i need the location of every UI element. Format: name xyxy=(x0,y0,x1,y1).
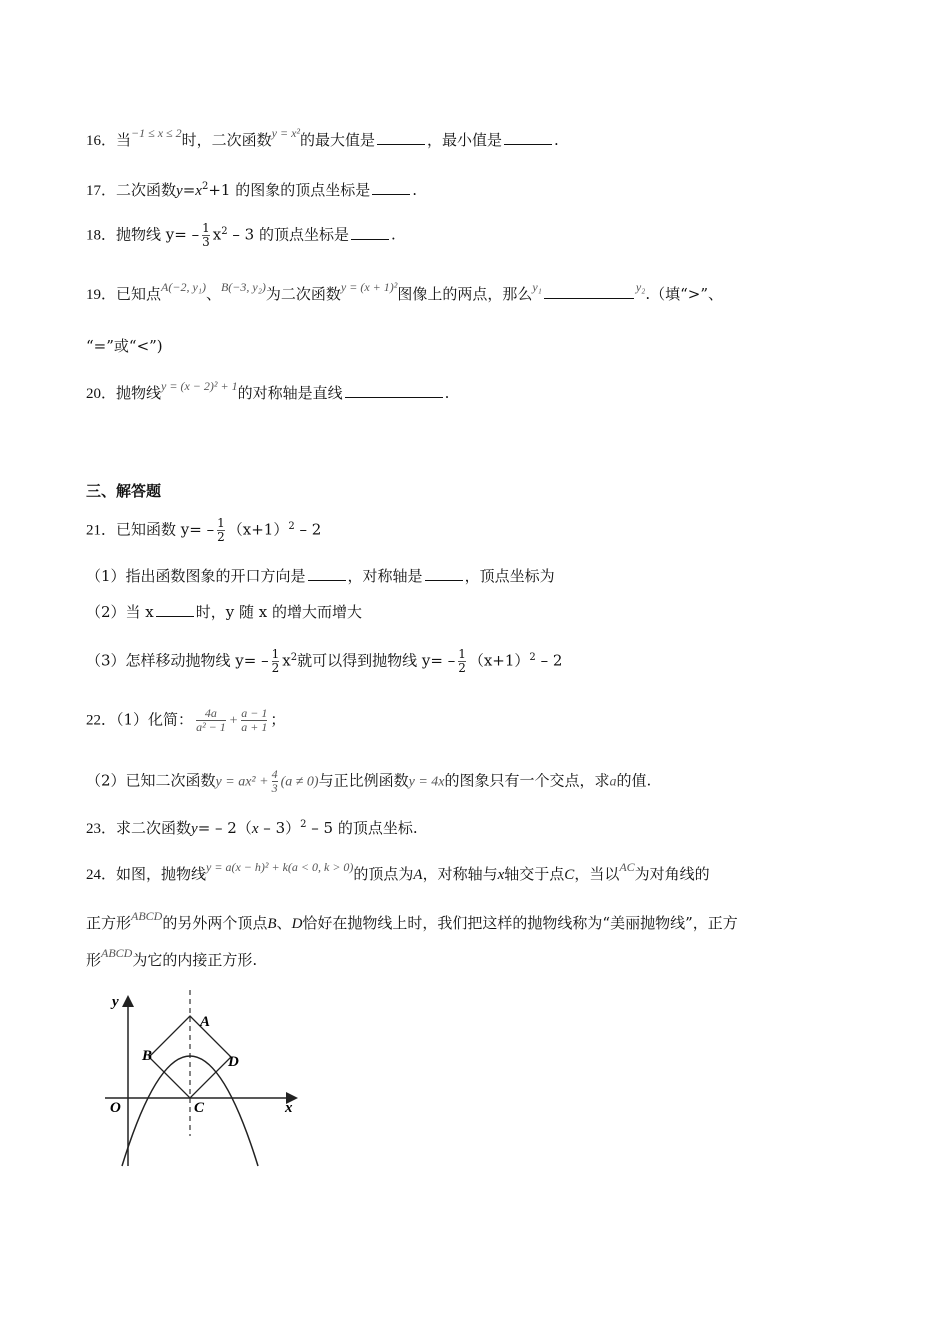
label-y: y xyxy=(112,994,119,1010)
q17-text4: . xyxy=(412,181,417,199)
q21-p3-frac1-den: 2 xyxy=(271,661,280,675)
q18-exp: 2 xyxy=(221,225,228,237)
q17-number: 17． xyxy=(86,183,117,199)
q21-p3-fraction1 xyxy=(272,648,280,675)
q16-text3: 的最大值是 xyxy=(300,131,376,149)
q21-fraction xyxy=(217,517,225,544)
q17-eq: = xyxy=(182,181,196,199)
q17-var-y: y xyxy=(176,183,183,199)
q20-text3: . xyxy=(444,384,450,402)
q21-p3a: （3）怎样移动抛物线 y= – xyxy=(86,651,269,670)
q24-text4: 轴交于点 xyxy=(504,865,565,883)
question-23 xyxy=(86,818,418,841)
question-19-cont xyxy=(86,336,163,356)
q23-exp: 2 xyxy=(300,819,307,830)
q21-blank1[interactable] xyxy=(308,566,346,581)
question-24 xyxy=(86,860,710,885)
q23-text4: – 5 的顶点坐标. xyxy=(306,819,418,837)
q19-text5: .（填“>”、 xyxy=(645,285,724,303)
q19-y2: y₂ xyxy=(635,280,646,294)
q16-text4: ，最小值是 xyxy=(427,131,503,149)
q16-blank1[interactable] xyxy=(377,130,425,145)
q21-p1a: （1）指出函数图象的开口方向是 xyxy=(86,567,306,585)
q19-text6: “=”或“<”) xyxy=(86,337,163,355)
q24-l2d: 恰好在抛物线上时，我们把这样的抛物线称为“美丽抛物线”，正方 xyxy=(302,914,738,932)
q21-exp: 2 xyxy=(288,520,295,532)
q17-exp: 2 xyxy=(201,181,209,192)
q21-p3e: – 2 xyxy=(535,651,563,670)
question-22 xyxy=(86,707,285,734)
q21-text1: 已知函数 y= – xyxy=(116,520,215,539)
q22-fraction2 xyxy=(241,707,267,734)
q24-text1: 如图，抛物线 xyxy=(116,865,207,883)
q18-text3: – 3 的顶点坐标是 xyxy=(227,225,349,244)
q24-line3 xyxy=(86,946,258,971)
q18-text1: 抛物线 y= – xyxy=(116,225,200,244)
q21-p3-exp1: 2 xyxy=(290,651,298,663)
q22-math1: y = ax² + xyxy=(215,774,269,790)
q22-f2-num: a − 1 xyxy=(241,706,268,720)
q21-part3 xyxy=(86,648,562,675)
q21-frac-den: 2 xyxy=(217,530,225,544)
q19-point-b: B(−3, y₂) xyxy=(220,280,266,294)
q21-p3d: （x+1） xyxy=(468,651,530,670)
label-d: D xyxy=(228,1054,239,1070)
q22-math2: (a ≠ 0) xyxy=(280,774,319,790)
q21-p1b: ，对称轴是 xyxy=(347,567,423,585)
q19-text4: 图像上的两点，那么 xyxy=(397,285,533,303)
q18-frac-den: 3 xyxy=(202,235,210,249)
q16-blank2[interactable] xyxy=(504,130,552,145)
q22-fraction1 xyxy=(196,707,226,734)
q24-l2a: 正方形 xyxy=(86,914,132,932)
q24-l3-abcd: ABCD xyxy=(101,946,133,960)
q22-plus: + xyxy=(228,713,239,729)
q20-text1: 抛物线 xyxy=(116,384,162,402)
q17-text1: 二次函数 xyxy=(116,181,177,199)
q24-l2-d: D xyxy=(291,916,303,932)
q24-function: y = a(x − h)² + k(a < 0, k > 0) xyxy=(206,860,354,874)
q21-p3-fraction2 xyxy=(458,648,466,675)
q22-f3-den: 3 xyxy=(271,781,278,795)
label-b: B xyxy=(142,1048,153,1064)
q24-var-ac: AC xyxy=(619,860,635,874)
q18-text4: . xyxy=(390,225,396,244)
q18-fraction xyxy=(202,222,210,249)
q19-text3: 为二次函数 xyxy=(265,285,341,303)
question-20 xyxy=(86,379,450,404)
q16-math2: y = x² xyxy=(271,126,301,140)
q19-function: y = (x + 1)² xyxy=(340,280,398,294)
q21-p3b: x xyxy=(282,651,291,670)
q21-text3: – 2 xyxy=(294,520,322,539)
section-heading: 三、解答题 xyxy=(86,482,162,500)
q24-text2: 的顶点为 xyxy=(353,865,414,883)
q22-math4: a xyxy=(609,774,617,790)
q23-var-y: y xyxy=(191,821,198,837)
q17-text3: +1 的图象的顶点坐标是 xyxy=(208,181,371,199)
q16-math1: −1 ≤ x ≤ 2 xyxy=(131,126,182,140)
q21-text2: （x+1） xyxy=(227,520,289,539)
q24-var-c: C xyxy=(564,867,575,883)
q22-p2d: 的值. xyxy=(616,771,652,790)
q22-number: 22． xyxy=(86,712,117,729)
q22-p2b: 与正比例函数 xyxy=(318,771,409,790)
q22-f3-num: 4 xyxy=(271,767,278,781)
q21-p3-frac2-num: 1 xyxy=(458,647,466,661)
q22-math3: y = 4x xyxy=(408,774,445,790)
q21-part2 xyxy=(86,602,362,622)
q21-p3-exp2: 2 xyxy=(529,651,536,663)
q24-number: 24． xyxy=(86,867,117,883)
q23-text2: = – 2（ xyxy=(197,819,252,837)
q22-part2 xyxy=(86,768,651,795)
q24-var-x: x xyxy=(497,867,505,883)
q24-l2b: 的另外两个顶点 xyxy=(162,914,268,932)
q20-number: 20． xyxy=(86,386,117,402)
q16-number: 16． xyxy=(86,133,117,149)
q18-blank[interactable] xyxy=(351,225,389,240)
q22-p2a: （2）已知二次函数 xyxy=(86,771,216,790)
q23-number: 23． xyxy=(86,821,117,837)
q24-line2 xyxy=(86,909,738,934)
q16-text5: . xyxy=(554,131,559,149)
question-16 xyxy=(86,126,559,151)
q21-frac-num: 1 xyxy=(217,516,225,530)
question-18 xyxy=(86,222,396,249)
q18-frac-num: 1 xyxy=(202,221,210,235)
q21-p1c: ，顶点坐标为 xyxy=(464,567,555,585)
q21-blank3[interactable] xyxy=(156,602,194,617)
q18-text2: x xyxy=(212,225,222,244)
q21-p3-frac1-num: 1 xyxy=(271,647,280,661)
q24-l3a: 形 xyxy=(86,951,102,969)
question-21 xyxy=(86,517,321,544)
q23-text3: – 3） xyxy=(258,819,301,837)
q22-p2c: 的图象只有一个交点，求 xyxy=(444,771,610,790)
label-o: O xyxy=(110,1100,121,1116)
q20-function: y = (x − 2)² + 1 xyxy=(161,379,238,393)
q16-text1: 当 xyxy=(116,131,132,149)
q22-f1-num: 4a xyxy=(204,706,217,720)
q20-text2: 的对称轴是直线 xyxy=(237,384,343,402)
q19-point-a: A(−2, y₁) xyxy=(161,280,206,294)
q24-text3: ，对称轴与 xyxy=(422,865,498,883)
q21-part1 xyxy=(86,566,555,586)
q17-var-x: x xyxy=(195,183,202,199)
label-c: C xyxy=(194,1100,205,1116)
question-17 xyxy=(86,180,417,203)
q23-var-x: x xyxy=(251,821,259,837)
q22-f2-den: a + 1 xyxy=(241,720,268,734)
q17-blank[interactable] xyxy=(372,180,410,195)
q24-text6: 为对角线的 xyxy=(634,865,710,883)
q21-blank2[interactable] xyxy=(425,566,463,581)
q24-l3b: 为它的内接正方形. xyxy=(132,951,258,969)
q18-number: 18． xyxy=(86,227,117,244)
question-19 xyxy=(86,280,724,305)
q22-text1: （1）化简： xyxy=(116,710,194,729)
q22-text2: ； xyxy=(270,710,286,729)
q24-l2-b: B xyxy=(267,916,277,932)
q19-y1: y₁ xyxy=(532,280,542,294)
q24-text5: ，当以 xyxy=(574,865,620,883)
q21-p2b: 时，y 随 x 的增大而增大 xyxy=(195,603,363,621)
q19-text1: 已知点 xyxy=(116,285,162,303)
q24-l2c: 、 xyxy=(276,914,292,932)
q20-blank[interactable] xyxy=(345,383,443,398)
q22-fraction3 xyxy=(272,768,278,795)
q24-var-a: A xyxy=(413,867,423,883)
label-x: x xyxy=(285,1100,293,1116)
q24-l2-abcd: ABCD xyxy=(131,909,163,923)
q16-text2: 时，二次函数 xyxy=(181,131,272,149)
q21-p3c: 就可以得到抛物线 y= – xyxy=(297,651,456,670)
q21-p3-frac2-den: 2 xyxy=(458,661,466,675)
q19-number: 19． xyxy=(86,287,117,303)
q21-number: 21． xyxy=(86,522,117,539)
q19-blank[interactable] xyxy=(544,284,634,299)
q19-text2: 、 xyxy=(205,285,221,303)
q23-text1: 求二次函数 xyxy=(116,819,192,837)
label-a: A xyxy=(200,1014,211,1030)
q21-p2a: （2）当 x xyxy=(86,603,154,621)
q22-f1-den: a² − 1 xyxy=(196,720,226,734)
parabola-figure xyxy=(100,988,310,1168)
